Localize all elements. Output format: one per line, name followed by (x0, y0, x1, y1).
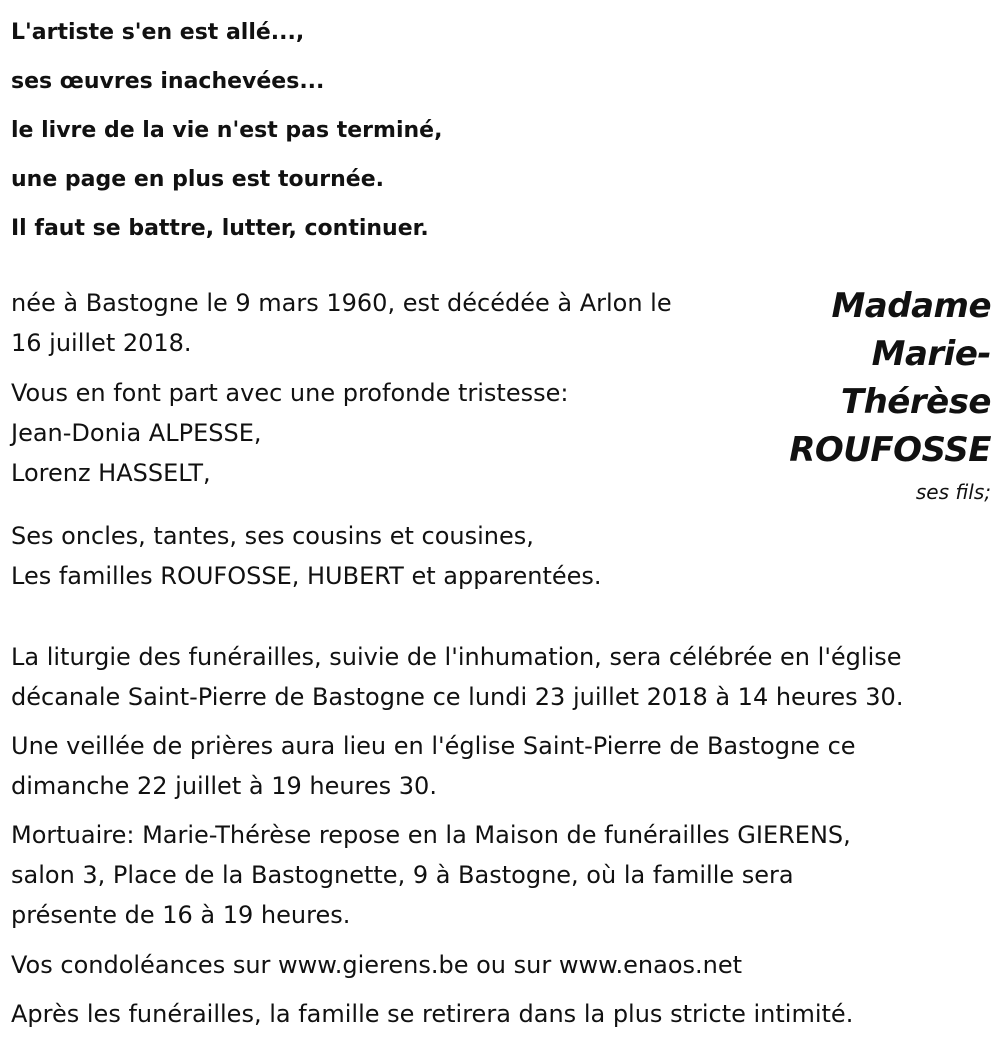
son-name: Lorenz HASSELT, (11, 459, 211, 487)
condolences-paragraph (11, 945, 742, 985)
relation-label: ses fils; (915, 480, 991, 504)
son-name: Jean-Donia ALPESSE, (11, 419, 262, 447)
liturgy-paragraph (11, 637, 903, 717)
liturgy-line: décanale Saint-Pierre de Bastogne ce lundi 23 juillet 2018 à 14 heures 30. (11, 683, 904, 711)
mortuary-line: Mortuaire: Marie-Thérèse repose en la Maison de funérailles GIERENS, (11, 821, 851, 849)
vigil-paragraph (11, 726, 856, 806)
birth-death-line: née à Bastogne le 9 mars 1960, est décédée à Arlon le (11, 289, 672, 317)
poem-line: le livre de la vie n'est pas terminé, (11, 118, 443, 143)
relatives-line: Ses oncles, tantes, ses cousins et cousines, (11, 522, 534, 550)
poem-line: ses œuvres inachevées... (11, 69, 325, 94)
birth-death-paragraph (11, 283, 672, 363)
family-announcement (11, 373, 568, 493)
family-intro: Vous en font part avec une profonde tristesse: (11, 379, 569, 407)
deceased-surname: ROUFOSSE (789, 430, 991, 470)
poem-line: une page en plus est tournée. (11, 167, 384, 192)
after-funeral-paragraph (11, 994, 853, 1034)
poem (11, 8, 731, 253)
after-funeral-line: Après les funérailles, la famille se retirera dans la plus stricte intimité. (11, 1000, 854, 1028)
mortuary-paragraph (11, 815, 851, 935)
deceased-title: Madame (831, 286, 991, 326)
deceased-first-name-part2: Thérèse (840, 382, 991, 422)
vigil-line: Une veillée de prières aura lieu en l'église Saint-Pierre de Bastogne ce (11, 732, 856, 760)
poem-line: Il faut se battre, lutter, continuer. (11, 216, 429, 241)
mortuary-line: salon 3, Place de la Bastognette, 9 à Bastogne, où la famille sera (11, 861, 794, 889)
birth-death-line: 16 juillet 2018. (11, 329, 192, 357)
relatives-paragraph (11, 516, 602, 596)
deceased-first-name-part1: Marie- (871, 334, 991, 374)
deceased-name-block (761, 282, 991, 506)
relatives-line: Les familles ROUFOSSE, HUBERT et apparentées. (11, 562, 602, 590)
vigil-line: dimanche 22 juillet à 19 heures 30. (11, 772, 437, 800)
liturgy-line: La liturgie des funérailles, suivie de l'inhumation, sera célébrée en l'église (11, 643, 902, 671)
mortuary-line: présente de 16 à 19 heures. (11, 901, 351, 929)
condolences-line: Vos condoléances sur www.gierens.be ou sur www.enaos.net (11, 951, 743, 979)
poem-line: L'artiste s'en est allé..., (11, 20, 305, 45)
